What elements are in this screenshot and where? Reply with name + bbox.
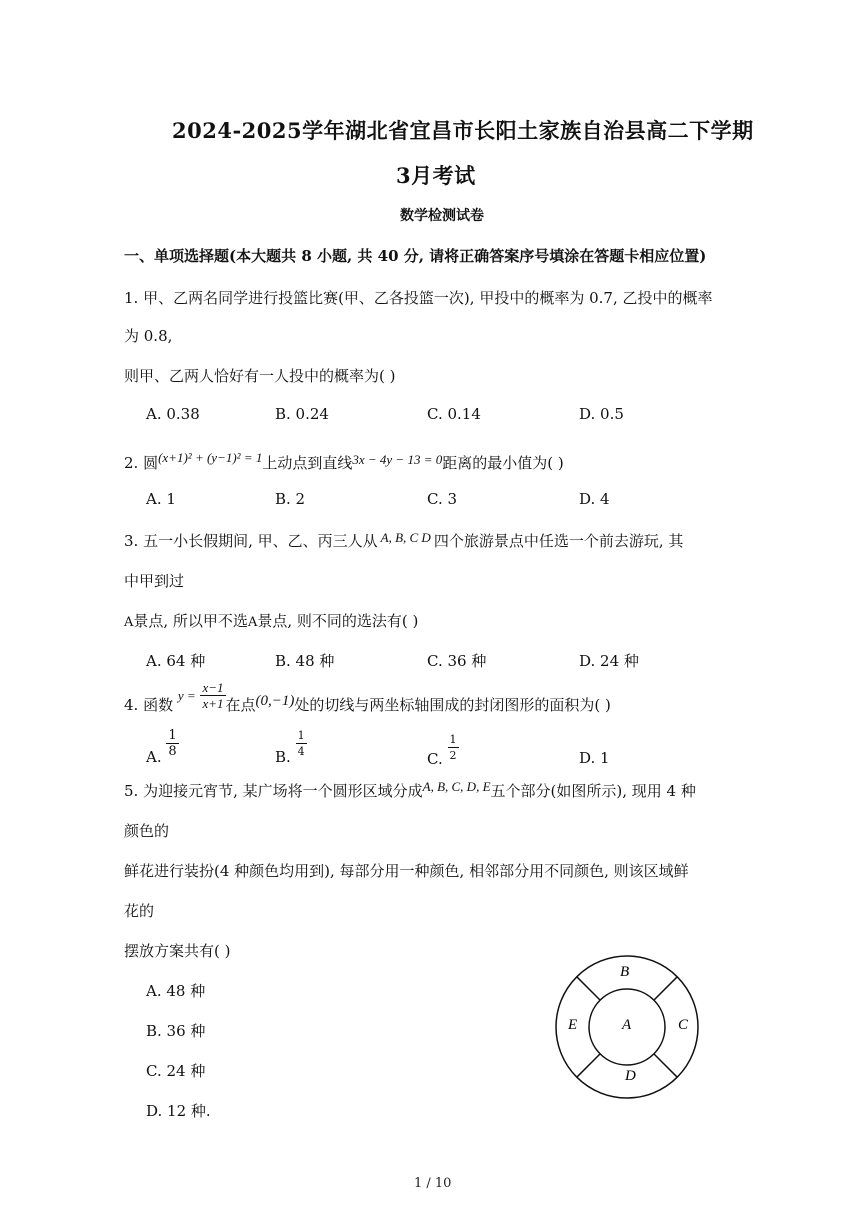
q5-option-a: A. 48 种 [146, 982, 206, 1000]
page-number: 1 / 10 [414, 1176, 452, 1191]
q4-function-fraction [200, 680, 225, 711]
q3-option-b: B. 48 种 [275, 652, 335, 670]
q2-stem [124, 452, 564, 473]
q1-option-c: C. 0.14 [427, 405, 481, 423]
q5-line3: 鲜花进行装扮(4 种颜色均用到), 每部分用一种颜色, 相邻部分用不同颜色, 则该区域鲜 [124, 862, 689, 880]
q3-option-d: D. 24 种 [579, 652, 639, 670]
q1-option-b: B. 0.24 [275, 405, 329, 423]
q4-stem [124, 682, 611, 713]
q5-prefix: 5. 为迎接元宵节, 某广场将一个圆形区域分成 [124, 782, 423, 800]
q5-option-c: C. 24 种 [146, 1062, 206, 1080]
q4-option-c-fraction: $\frac{1}{2}$ [449, 733, 457, 762]
q3-suffix: 四个旅游景点中任选一个前去游玩, 其 [433, 532, 684, 550]
q5-stem [124, 780, 696, 801]
region-label-e: E [568, 1017, 578, 1033]
q3-point-a-1: A [124, 615, 134, 630]
q3-stem [124, 530, 683, 551]
q3-option-a: A. 64 种 [146, 652, 206, 670]
divider-bottom-left [577, 1054, 600, 1077]
q2-option-c: C. 3 [427, 490, 458, 508]
q3-point-a-2: A [247, 615, 258, 630]
q3-option-c: C. 36 种 [427, 652, 487, 670]
q1-line2: 为 0.8, [124, 327, 173, 345]
divider-bottom-right [654, 1054, 677, 1077]
q5-line5: 摆放方案共有( ) [124, 942, 231, 960]
region-label-b: B [620, 964, 630, 980]
q1-option-a: A. 0.38 [146, 405, 200, 423]
q4-prefix: 4. 函数 [124, 695, 174, 714]
page-title-line2: 3月考试 [396, 163, 476, 188]
region-label-a: A [622, 1017, 632, 1033]
q5-regions: A, B, C, D, E [422, 779, 491, 794]
q4-option-b: B. $\frac{1}{4}$ [275, 729, 305, 766]
q3-line3 [124, 610, 418, 631]
q2-prefix: 2. 圆 [124, 454, 159, 472]
q4-mid: 在点 [225, 695, 256, 714]
q2-circle-equation: (x+1)² + (y−1)² = 1 [158, 450, 263, 465]
q1-option-d: D. 0.5 [579, 405, 624, 423]
q4-option-b-fraction: $\frac{1}{4}$ [297, 729, 305, 758]
q4-option-c: C. $\frac{1}{2}$ [427, 733, 457, 768]
q2-option-d: D. 4 [579, 490, 610, 508]
region-label-c: C [678, 1017, 689, 1033]
page-title-line1: 2024-2025学年湖北省宜昌市长阳土家族自治县高二下学期 [172, 118, 754, 143]
q4-option-d: D. 1 [579, 749, 610, 767]
q3-line3-text-1: 景点, 所以甲不选 [133, 612, 248, 630]
q4-option-a: A. $\frac{1}{8}$ [146, 728, 177, 766]
q3-prefix: 3. 五一小长假期间, 甲、乙、丙三人从 [124, 532, 378, 550]
q5-region-figure [552, 952, 702, 1102]
q3-line3-text-2: 景点, 则不同的选法有( ) [257, 612, 419, 630]
q3-line2: 中甲到过 [124, 572, 185, 590]
q5-line2: 颜色的 [124, 822, 170, 840]
q3-points: A, B, C D [380, 530, 431, 545]
page-subtitle: 数学检测试卷 [400, 208, 484, 224]
q4-suffix: 处的切线与两坐标轴围成的封闭图形的面积为( ) [294, 695, 611, 714]
q2-suffix: 距离的最小值为( ) [442, 454, 564, 472]
q5-option-b: B. 36 种 [146, 1022, 206, 1040]
q1-line3: 则甲、乙两人恰好有一人投中的概率为( ) [124, 367, 396, 385]
q5-suffix: 五个部分(如图所示), 现用 4 种 [490, 782, 696, 800]
region-label-d: D [625, 1068, 636, 1084]
divider-top-right [654, 977, 677, 1000]
q2-mid: 上动点到直线 [262, 454, 353, 472]
section-heading: 一、单项选择题(本大题共 8 小题, 共 40 分, 请将正确答案序号填涂在答题卡相应位置) [124, 247, 707, 265]
q4-point: (0,−1) [255, 692, 295, 709]
q4-function-denominator: x+1 [202, 696, 224, 711]
divider-top-left [577, 977, 600, 1000]
q4-option-a-fraction: $\frac{1}{8}$ [168, 728, 177, 759]
q1-line1: 1. 甲、乙两名同学进行投篮比赛(甲、乙各投篮一次), 甲投中的概率为 0.7, 乙投中的概率 [124, 289, 713, 307]
q5-option-d: D. 12 种. [146, 1102, 211, 1120]
q4-function-numerator: x−1 [202, 680, 224, 695]
q2-option-b: B. 2 [275, 490, 306, 508]
q2-line-equation: 3x − 4y − 13 = 0 [352, 452, 443, 467]
q5-line4: 花的 [124, 902, 155, 920]
q2-option-a: A. 1 [146, 490, 176, 508]
q4-function-y: y = [177, 687, 196, 703]
